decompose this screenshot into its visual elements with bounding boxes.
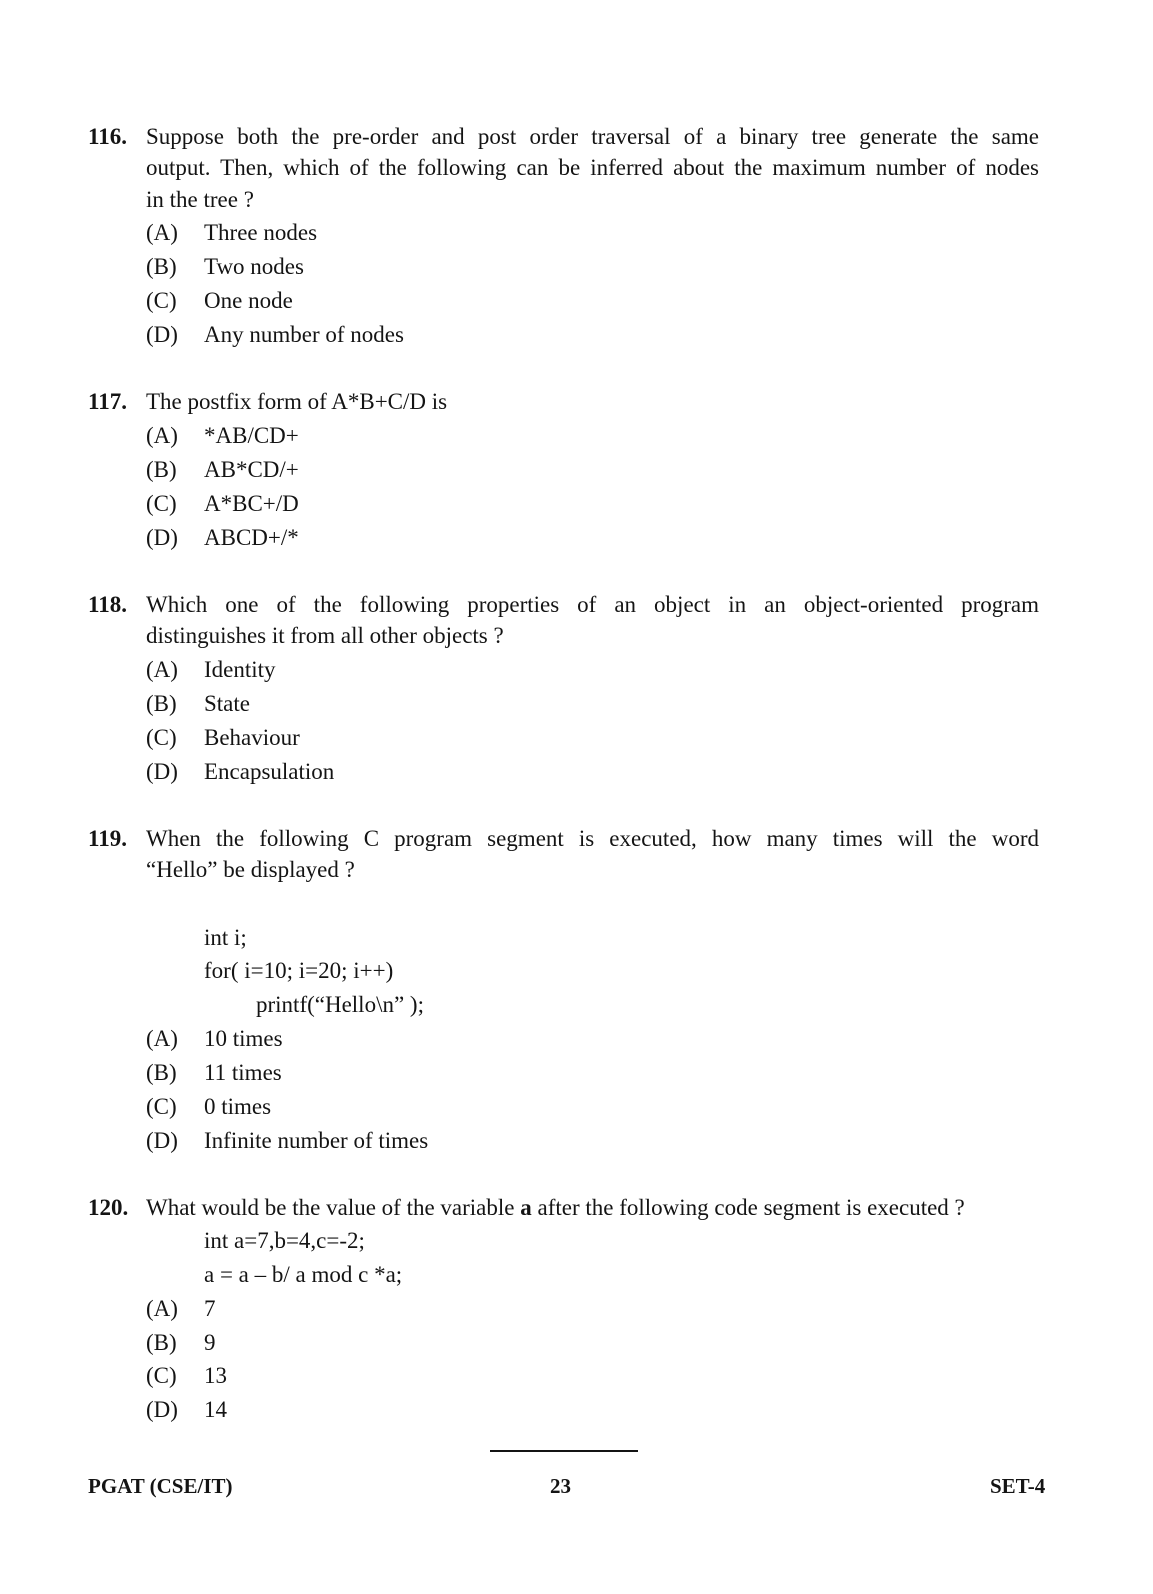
code-line: int i; [204, 925, 247, 950]
question-text-line: output. Then, which of the following can be inferred about the maximum number of nodes [146, 156, 1039, 180]
option-label: (B) [146, 254, 177, 279]
question-number: 120. [88, 1195, 129, 1220]
footer-set-number: SET-4 [990, 1474, 1046, 1498]
question-text-line: in the tree ? [146, 187, 254, 212]
question-text-line: The postfix form of A*B+C/D is [146, 389, 448, 414]
option-text: Any number of nodes [204, 322, 404, 347]
code-line: for( i=10; i=20; i++) [204, 958, 394, 983]
option-text: A*BC+/D [204, 491, 299, 516]
option-label: (D) [146, 525, 178, 550]
option-label: (A) [146, 1296, 178, 1321]
option-label: (C) [146, 1363, 177, 1388]
footer-exam-code: PGAT (CSE/IT) [88, 1474, 233, 1498]
code-line: printf(“Hello\n” ); [256, 992, 424, 1017]
option-text: State [204, 691, 250, 716]
option-label: (D) [146, 759, 178, 784]
code-line: a = a – b/ a mod c *a; [204, 1262, 403, 1287]
question-number: 116. [88, 124, 127, 149]
footer-divider [490, 1450, 638, 1452]
option-label: (A) [146, 657, 178, 682]
question-number: 118. [88, 592, 127, 617]
option-label: (D) [146, 1128, 178, 1153]
option-text: 14 [204, 1397, 227, 1422]
option-label: (D) [146, 322, 178, 347]
option-text: AB*CD/+ [204, 457, 299, 482]
question-text-after: after the following code segment is executed ? [531, 1195, 965, 1220]
question-text-line: distinguishes it from all other objects ? [146, 623, 504, 648]
question-text-line: “Hello” be displayed ? [146, 857, 355, 882]
option-label: (B) [146, 457, 177, 482]
option-text: 10 times [204, 1026, 283, 1051]
option-text: 9 [204, 1330, 216, 1355]
question-number: 117. [88, 389, 127, 414]
option-text: *AB/CD+ [204, 423, 299, 448]
option-text: Two nodes [204, 254, 304, 279]
option-text: Encapsulation [204, 759, 335, 784]
question-text-before: What would be the value of the variable [146, 1195, 521, 1220]
question-text-line: Suppose both the pre-order and post order traversal of a binary tree generate the same [146, 125, 1039, 149]
option-label: (D) [146, 1397, 178, 1422]
code-line: int a=7,b=4,c=-2; [204, 1228, 365, 1253]
option-label: (C) [146, 288, 177, 313]
question-text-line: When the following C program segment is executed, how many times will the word [146, 827, 1039, 851]
option-text: 13 [204, 1363, 227, 1388]
option-label: (C) [146, 725, 177, 750]
option-text: One node [204, 288, 293, 313]
option-label: (A) [146, 220, 178, 245]
option-text: 11 times [204, 1060, 282, 1085]
option-text: Infinite number of times [204, 1128, 429, 1153]
option-label: (B) [146, 1060, 177, 1085]
option-text: Identity [204, 657, 276, 682]
option-label: (B) [146, 691, 177, 716]
variable-name: a [520, 1195, 532, 1220]
option-text: 0 times [204, 1094, 272, 1119]
question-text-line: Which one of the following properties of an object in an object-oriented program [146, 593, 1039, 617]
option-label: (A) [146, 1026, 178, 1051]
option-text: Three nodes [204, 220, 318, 245]
option-text: ABCD+/* [204, 525, 299, 550]
question-text-line [146, 1196, 965, 1219]
option-label: (C) [146, 491, 177, 516]
question-number: 119. [88, 826, 127, 851]
option-label: (B) [146, 1330, 177, 1355]
page-number: 23 [550, 1474, 571, 1498]
option-text: 7 [204, 1296, 216, 1321]
option-text: Behaviour [204, 725, 300, 750]
option-label: (A) [146, 423, 178, 448]
option-label: (C) [146, 1094, 177, 1119]
